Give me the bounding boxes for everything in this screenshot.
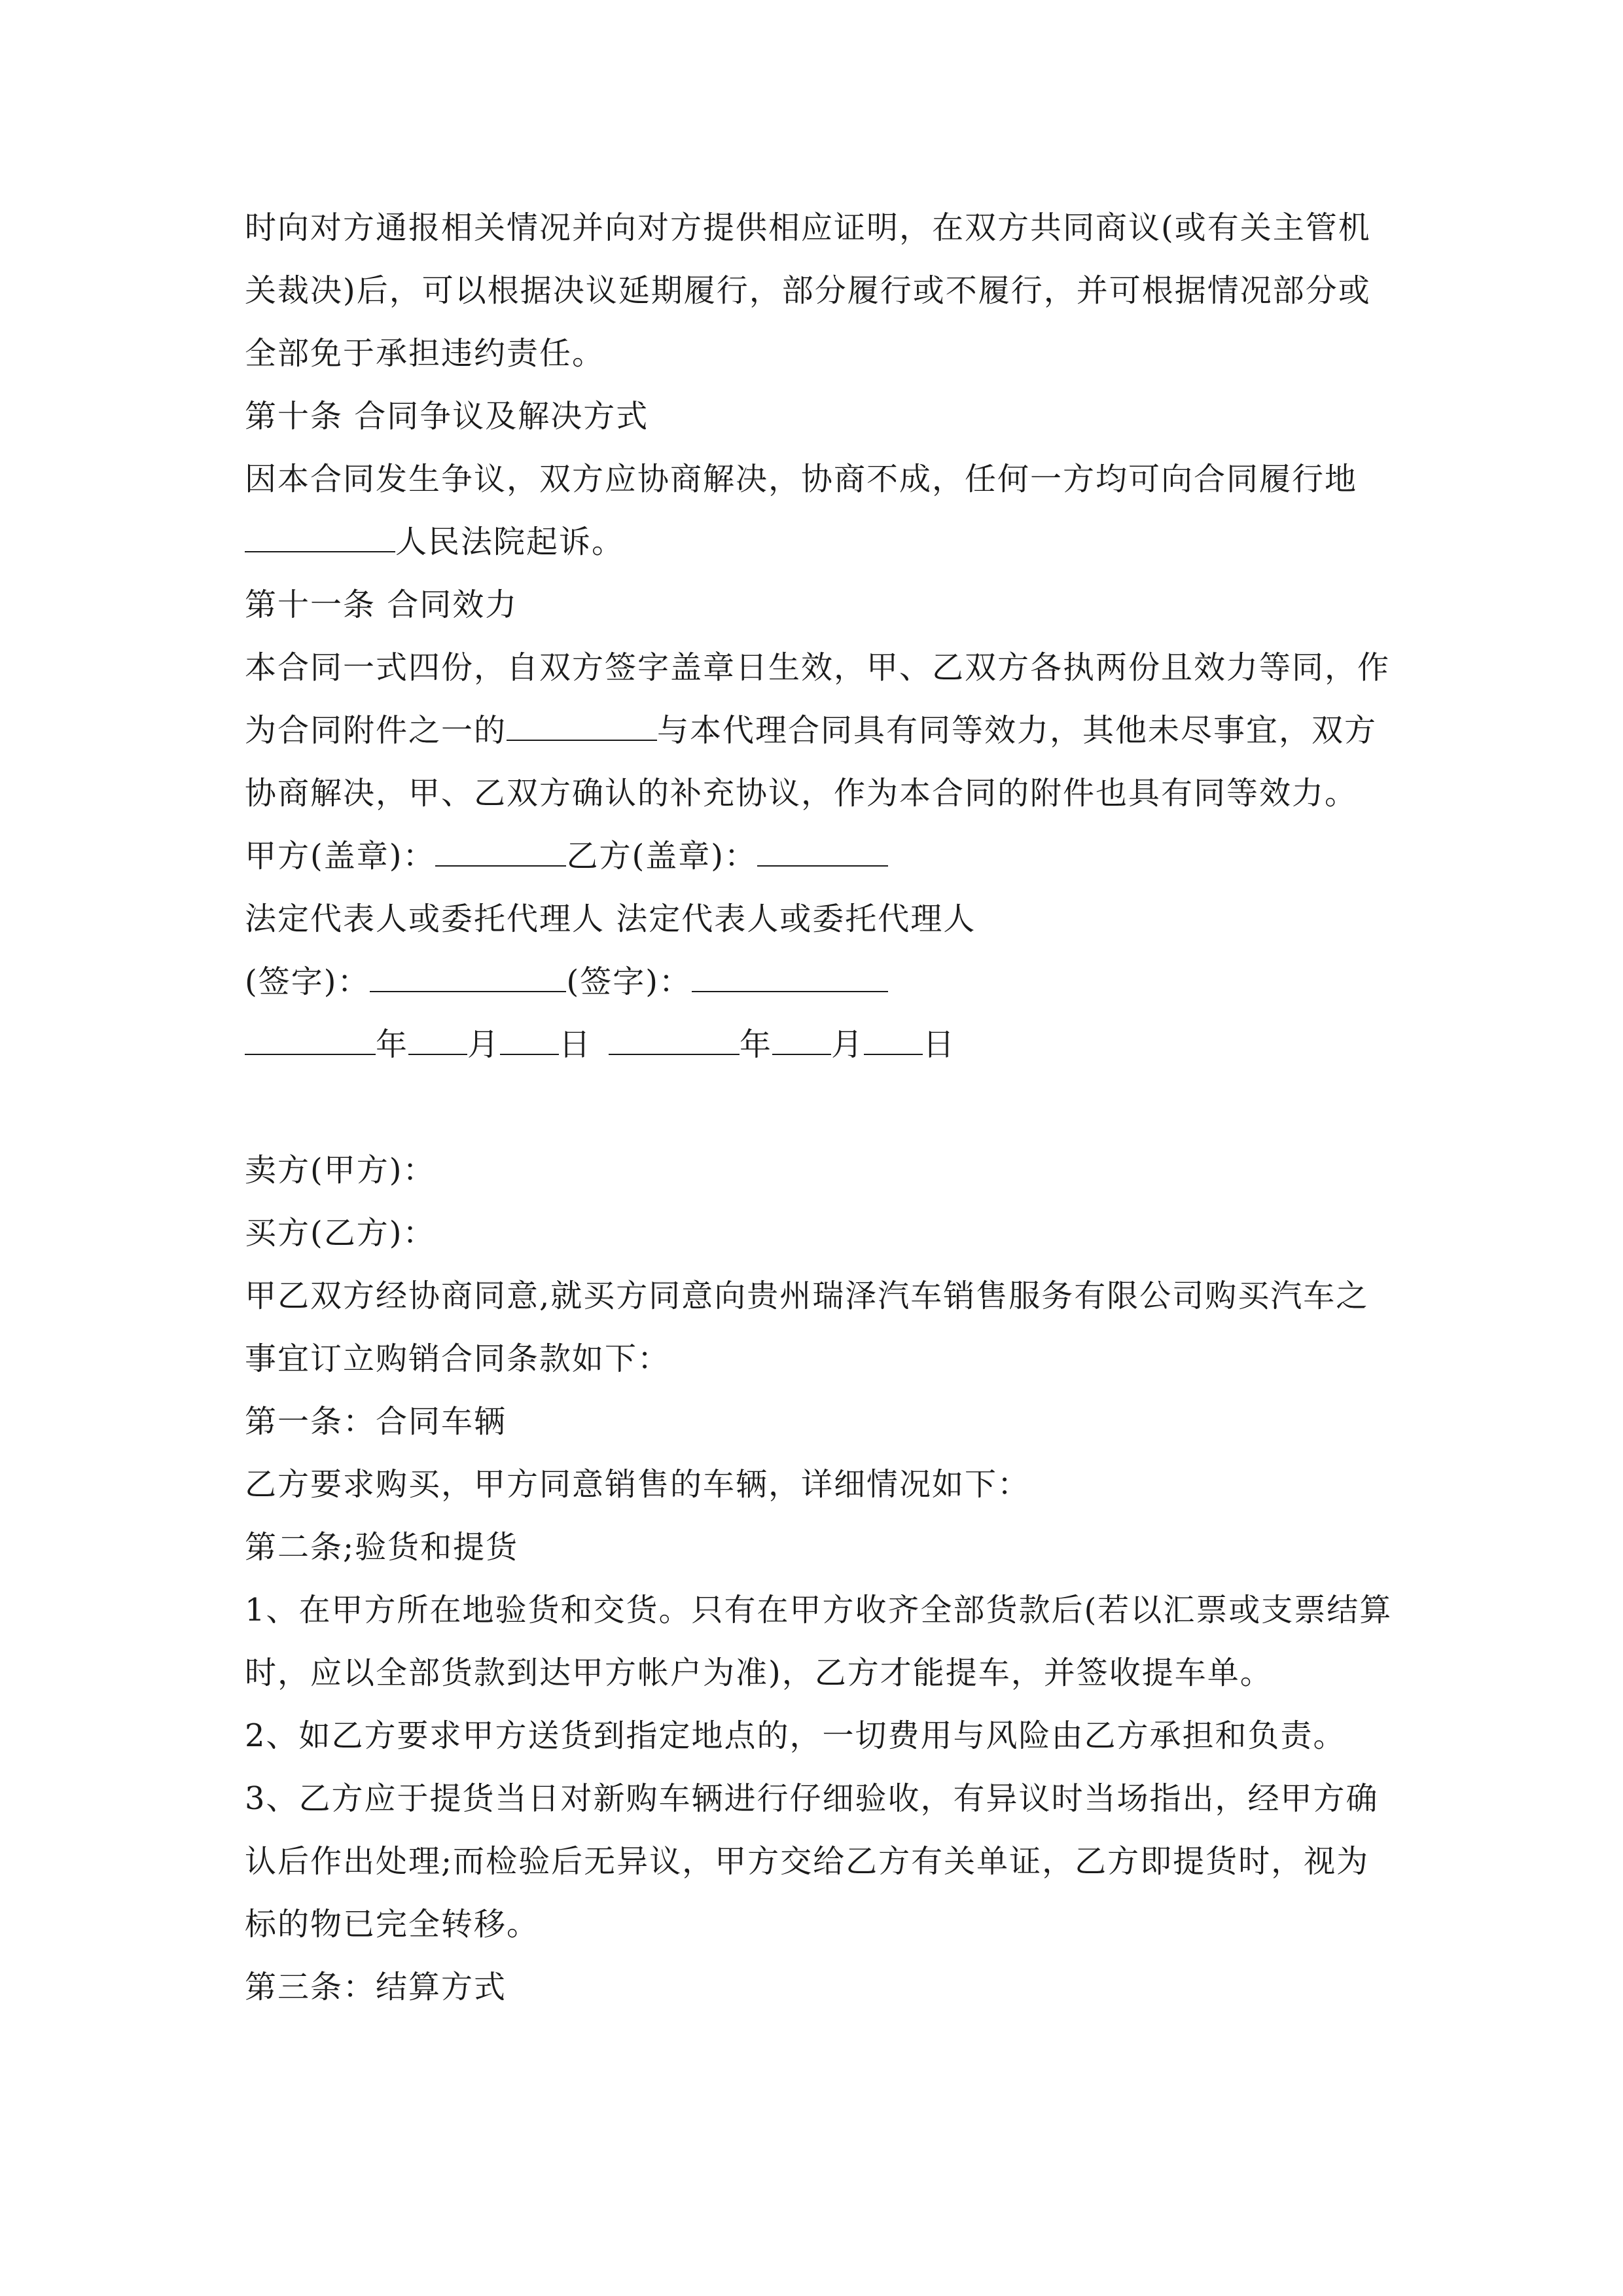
document-body: [245, 196, 1393, 2018]
paragraph-line: 认后作出处理;而检验后无异议，甲方交给乙方有关单证，乙方即提货时，视为: [245, 1843, 1370, 1880]
paragraph-line: 事宜订立购销合同条款如下：: [245, 1340, 671, 1377]
seal-line: [245, 825, 1383, 888]
paragraph-line: 时向对方通报相关情况并向对方提供相应证明，在双方共同商议(或有关主管机: [245, 209, 1371, 246]
party-a-seal-label: 甲方(盖章)：: [245, 838, 436, 874]
paragraph-line: 关裁决)后，可以根据决议延期履行，部分履行或不履行，并可根据情况部分或: [245, 272, 1371, 309]
party-b-month-blank[interactable]: [772, 1017, 831, 1055]
paragraph-line: 协商解决，甲、乙双方确认的补充协议，作为本合同的附件也具有同等效力。: [245, 775, 1358, 812]
paragraph-line: 2、如乙方要求甲方送货到指定地点的，一切费用与风险由乙方承担和负责。: [245, 1717, 1346, 1754]
buyer-label: 买方(乙方)：: [245, 1215, 436, 1251]
paragraph-line: 为合同附件之一的 与本代理合同具有同等效力，其他未尽事宜，双方: [245, 699, 1383, 762]
section-gap: [245, 1076, 1383, 1139]
party-a-sign-blank[interactable]: [370, 954, 566, 992]
date-line: 年 月 日 年 月 日: [245, 1013, 1383, 1076]
paragraph-line: 1、在甲方所在地验货和交货。只有在甲方收齐全部货款后(若以汇票或支票结算: [245, 1592, 1393, 1628]
paragraph-line: 本合同一式四份，自双方签字盖章日生效，甲、乙双方各执两份且效力等同，作: [245, 649, 1391, 686]
article-3-title: 第三条：结算方式: [245, 1969, 507, 2005]
party-b-sign-label: (签字)：: [566, 963, 692, 1000]
paragraph-line: 标的物已完全转移。: [245, 1906, 540, 1943]
paragraph-line: 甲乙双方经协商同意,就买方同意向贵州瑞泽汽车销售服务有限公司购买汽车之: [245, 1278, 1369, 1314]
paragraph-line: 3、乙方应于提货当日对新购车辆进行仔细验收，有异议时当场指出，经甲方确: [245, 1780, 1379, 1817]
seller-label: 卖方(甲方)：: [245, 1152, 436, 1189]
party-a-seal-blank[interactable]: [435, 829, 566, 867]
article-2-title: 第二条;验货和提货: [245, 1529, 519, 1566]
paragraph-line: 人民法院起诉。: [245, 511, 1383, 573]
court-location-blank[interactable]: [245, 514, 395, 552]
party-b-seal-label: 乙方(盖章)：: [566, 838, 757, 874]
paragraph-line: 全部免于承担违约责任。: [245, 335, 605, 372]
party-b-sign-blank[interactable]: [692, 954, 888, 992]
party-a-sign-label: (签字)：: [245, 963, 370, 1000]
signature-line: [245, 950, 1383, 1013]
representative-line: 法定代表人或委托代理人 法定代表人或委托代理人: [245, 901, 976, 937]
article-11-title: 第十一条 合同效力: [245, 586, 518, 623]
party-b-year-blank[interactable]: [609, 1017, 740, 1055]
party-b-seal-blank[interactable]: [757, 829, 888, 867]
article-10-title: 第十条 合同争议及解决方式: [245, 398, 649, 435]
party-a-year-blank[interactable]: [245, 1017, 376, 1055]
paragraph-line: 因本合同发生争议，双方应协商解决，协商不成，任何一方均可向合同履行地: [245, 461, 1358, 497]
party-b-day-blank[interactable]: [864, 1017, 923, 1055]
article-1-title: 第一条：合同车辆: [245, 1403, 507, 1440]
party-a-day-blank[interactable]: [500, 1017, 559, 1055]
attachment-blank[interactable]: [507, 703, 657, 741]
paragraph-line: 乙方要求购买，甲方同意销售的车辆，详细情况如下：: [245, 1466, 1031, 1503]
party-a-month-blank[interactable]: [408, 1017, 467, 1055]
paragraph-line: 时，应以全部货款到达甲方帐户为准)，乙方才能提车，并签收提车单。: [245, 1655, 1273, 1691]
